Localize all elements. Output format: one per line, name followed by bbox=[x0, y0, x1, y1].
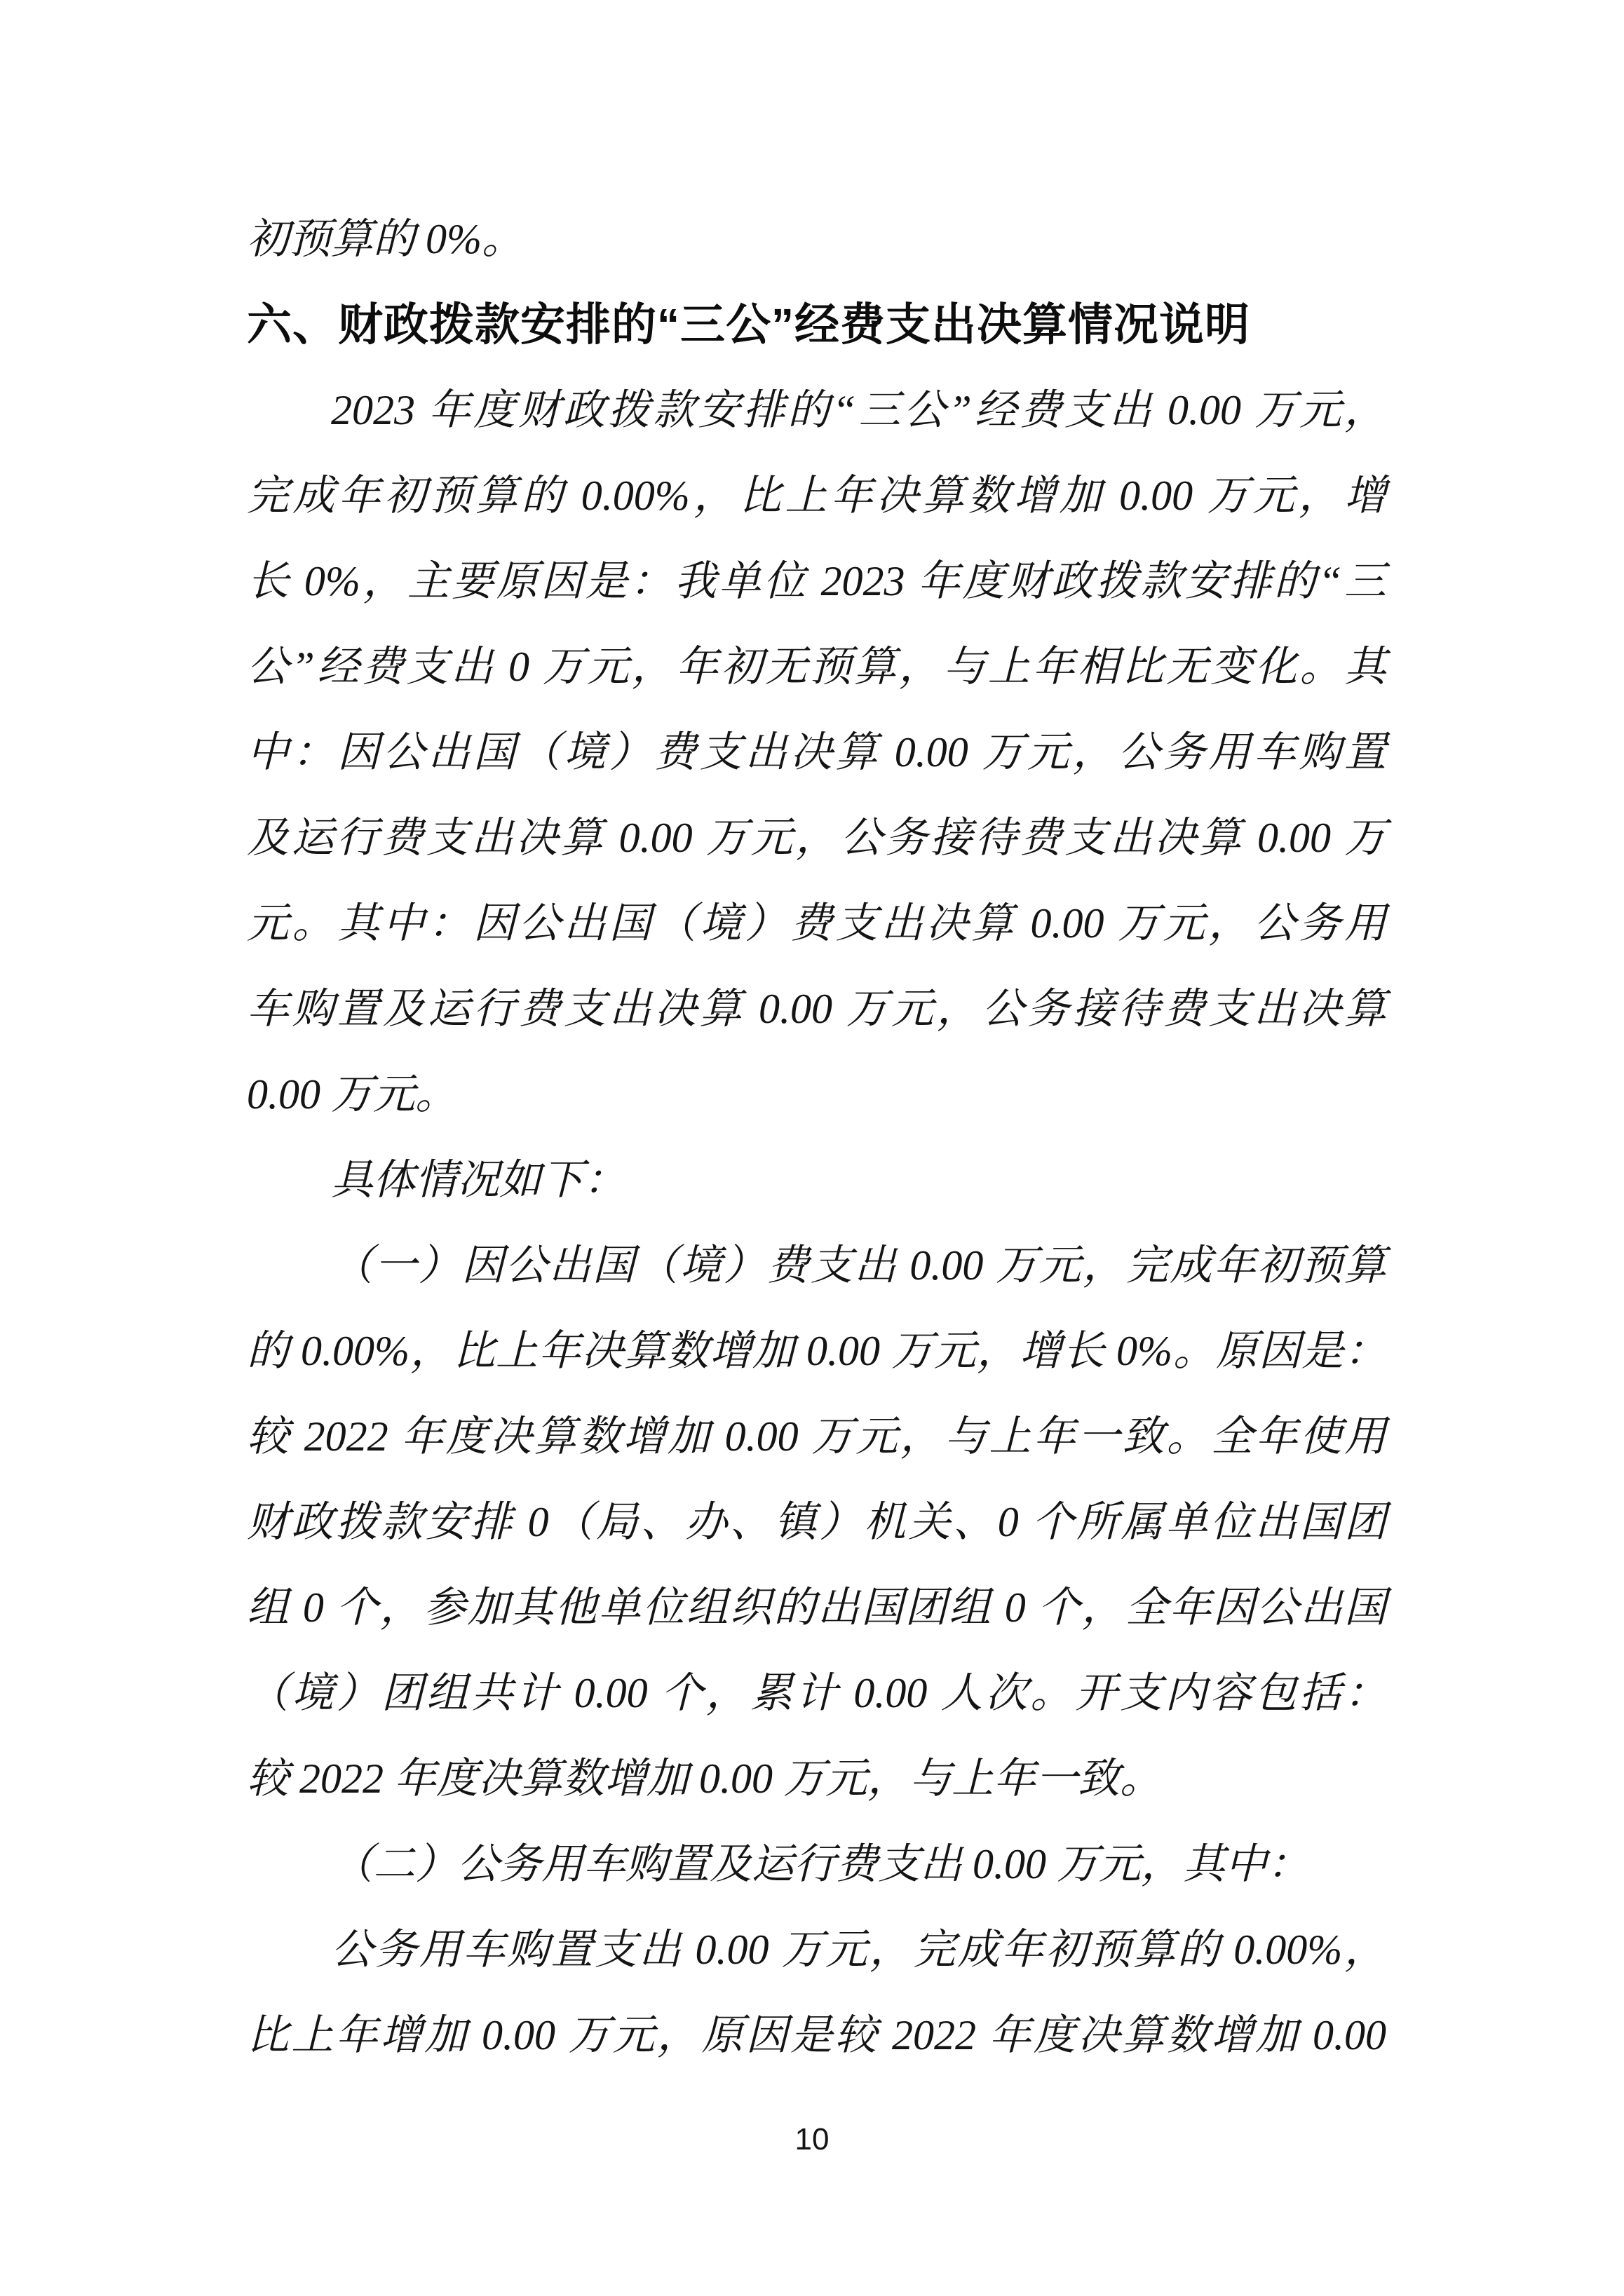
continuation-line: 初预算的 0%。 bbox=[247, 216, 524, 262]
document-body bbox=[247, 196, 1386, 2078]
text-line: 长 0%，主要原因是：我单位 2023 年度财政拨款安排的“三 bbox=[247, 558, 1386, 604]
text-line: 完成年初预算的 0.00%，比上年决算数增加 0.00 万元，增 bbox=[247, 473, 1386, 519]
text-line: （境）团组共计 0.00 个，累计 0.00 人次。开支内容包括： bbox=[247, 1670, 1386, 1716]
text-line: 的 0.00%，比上年决算数增加 0.00 万元，增长 0%。原因是： bbox=[247, 1328, 1386, 1374]
text-line: 元。其中：因公出国（境）费支出决算 0.00 万元，公务用 bbox=[247, 900, 1386, 946]
text-line: 较 2022 年度决算数增加 0.00 万元，与上年一致。全年使用 bbox=[247, 1413, 1386, 1460]
text-line: （二）公务用车购置及运行费支出 0.00 万元，其中： bbox=[331, 1841, 1309, 1887]
text-line: 较 2022 年度决算数增加 0.00 万元，与上年一致。 bbox=[247, 1755, 1162, 1802]
text-line: 0.00 万元。 bbox=[247, 1071, 457, 1118]
text-line: （一）因公出国（境）费支出 0.00 万元，完成年初预算 bbox=[331, 1242, 1386, 1289]
text-line: 中：因公出国（境）费支出决算 0.00 万元，公务用车购置 bbox=[247, 729, 1386, 775]
text-line: 公务用车购置支出 0.00 万元，完成年初预算的 0.00%， bbox=[331, 1927, 1386, 1973]
text-line: 财政拨款安排 0（局、办、镇）机关、0 个所属单位出国团 bbox=[247, 1499, 1386, 1545]
text-line: 比上年增加 0.00 万元，原因是较 2022 年度决算数增加 0.00 bbox=[247, 2012, 1386, 2058]
text-line: 公”经费支出 0 万元，年初无预算，与上年相比无变化。其 bbox=[247, 644, 1386, 690]
page-number: 10 bbox=[794, 2122, 830, 2156]
section-heading: 六、财政拨款安排的“三公”经费支出决算情况说明 bbox=[247, 299, 1250, 350]
text-line: 组 0 个，参加其他单位组织的出国团组 0 个，全年因公出国 bbox=[247, 1584, 1386, 1631]
text-line: 车购置及运行费支出决算 0.00 万元，公务接待费支出决算 bbox=[247, 986, 1386, 1032]
text-line: 具体情况如下： bbox=[331, 1157, 625, 1203]
text-line: 及运行费支出决算 0.00 万元，公务接待费支出决算 0.00 万 bbox=[247, 815, 1386, 861]
text-line: 2023 年度财政拨款安排的“三公”经费支出 0.00 万元， bbox=[331, 387, 1386, 433]
